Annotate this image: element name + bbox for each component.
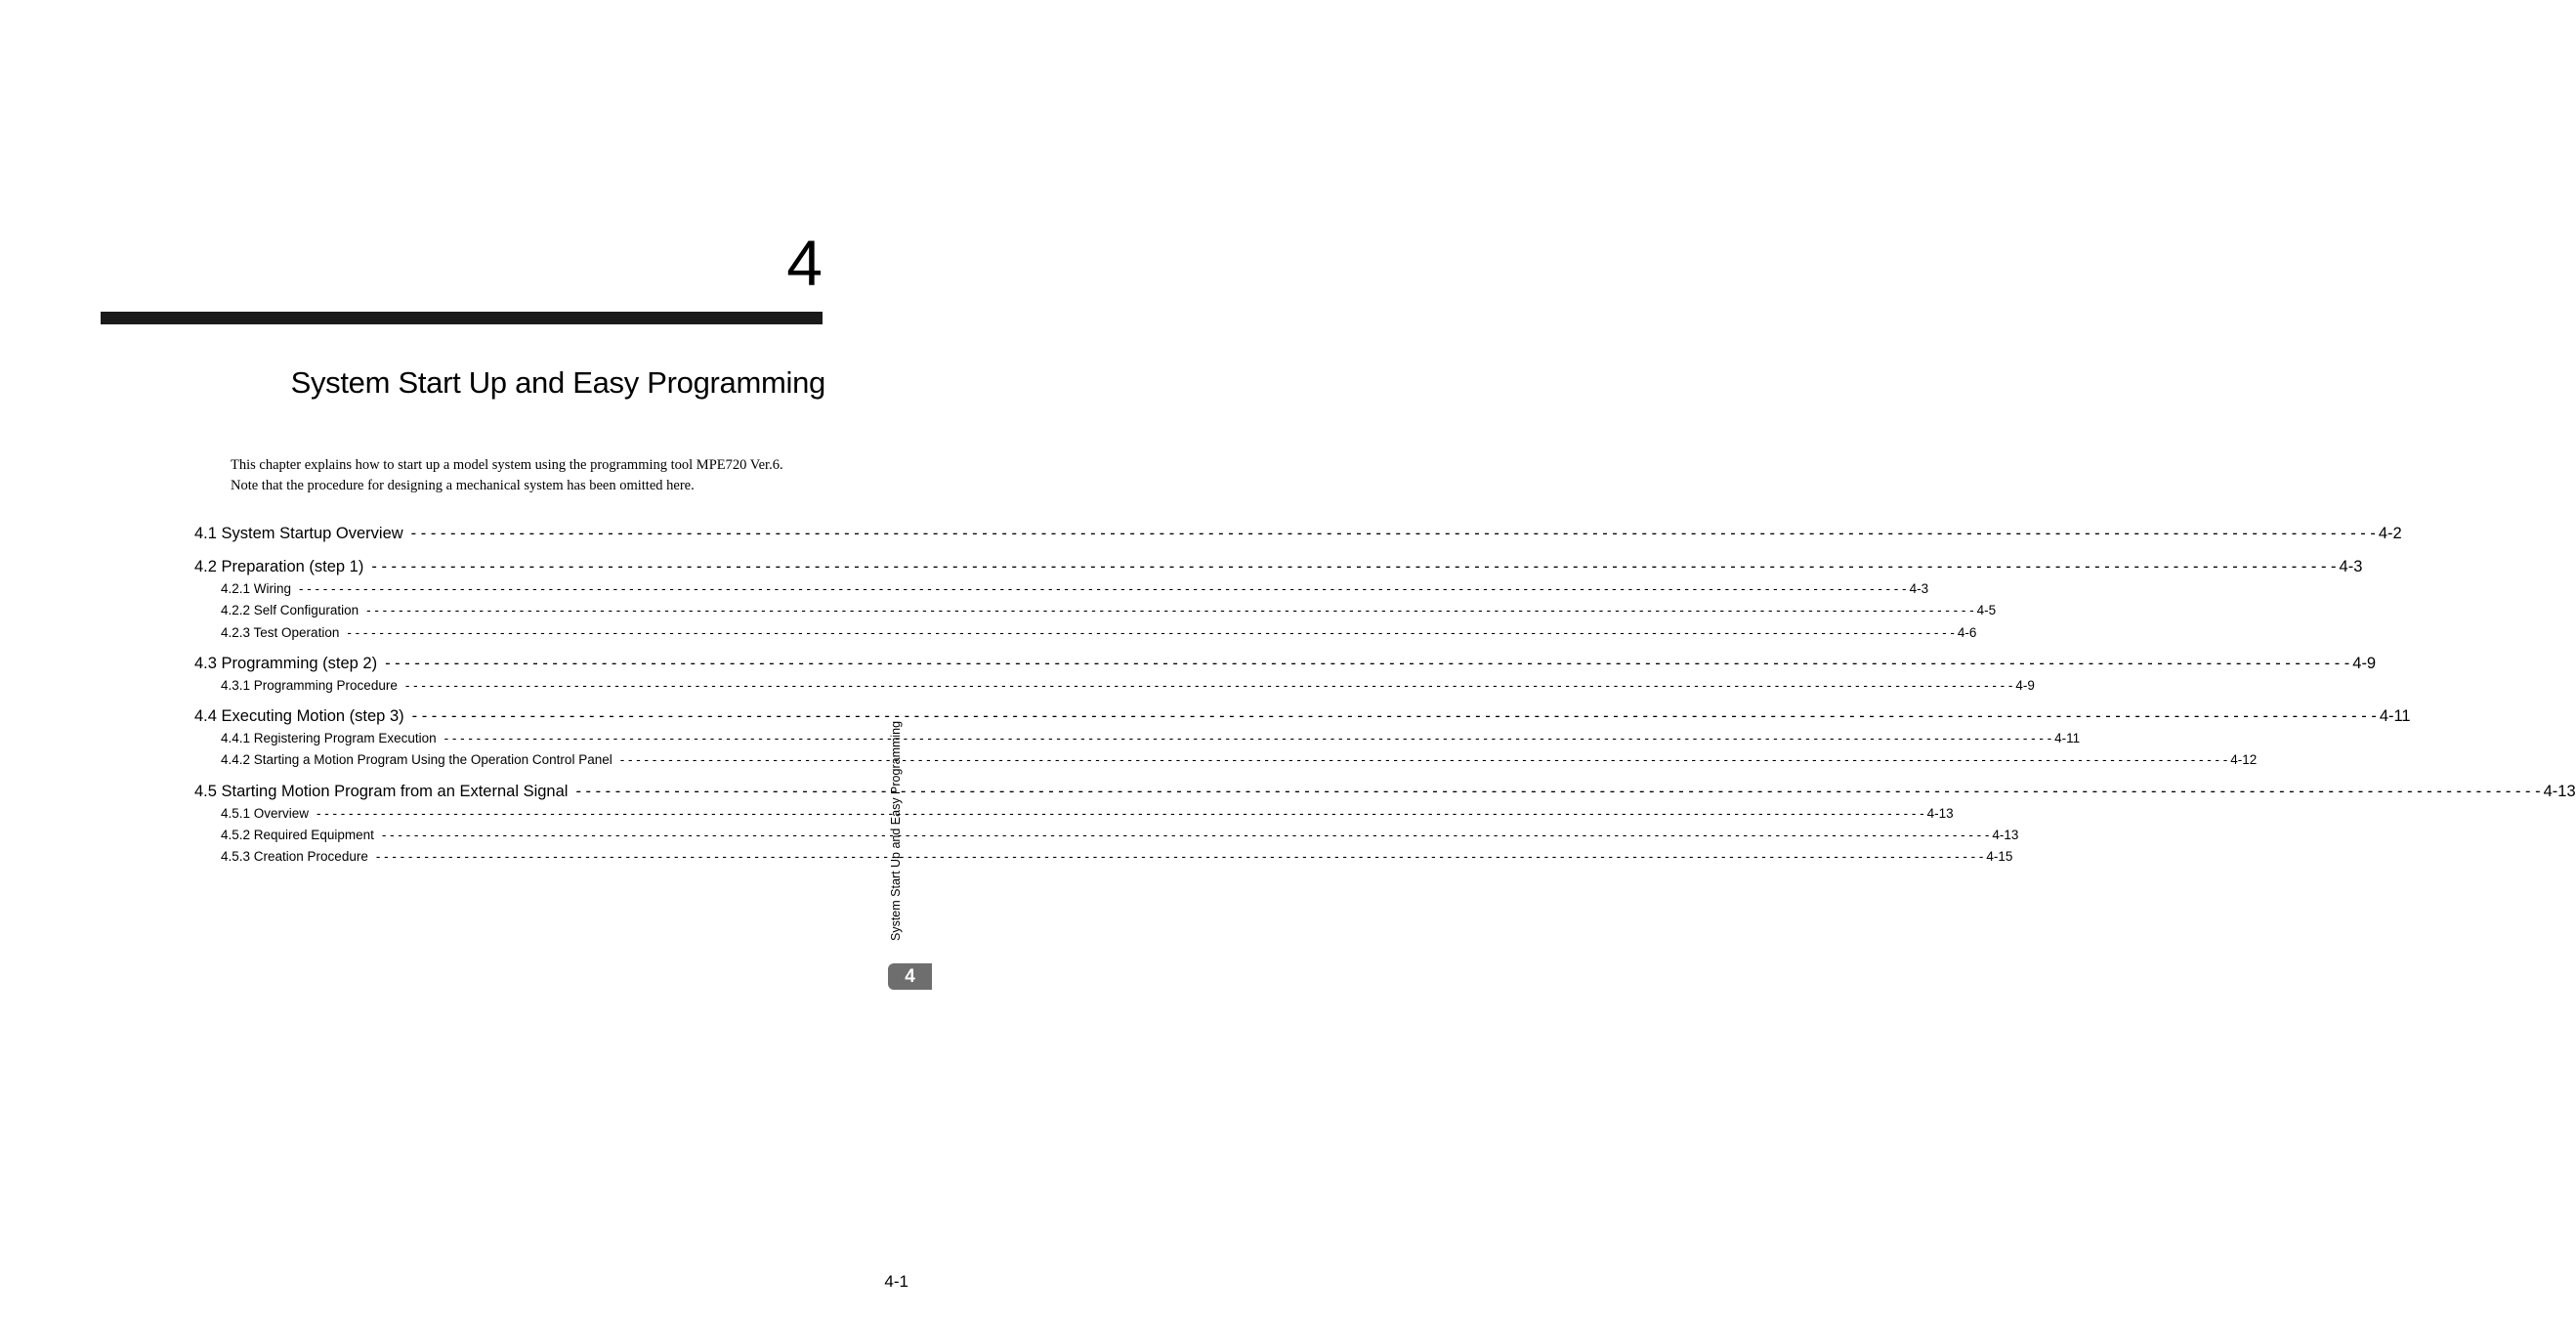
toc-entry: [194, 780, 2576, 803]
toc-entry-title: 4.2.1 Wiring: [221, 581, 292, 596]
toc-entry-page: 4-2: [2378, 525, 2402, 542]
intro-text: [231, 455, 836, 496]
toc-entry-title: 4.3 Programming (step 2): [194, 654, 378, 672]
toc-entry: [194, 803, 1954, 825]
toc-leader-dots: - - - - - - - - - - - - - - - - - - - - - - - - - - - - - - - - - - - - - - - - - - - - - - - - - - - - - - - - - - - - - - - - - - - - - - - - - - - - - - - - - - - - - - - - - - - - - - - - - - - - - - - - - - - - - - - - - - - - - - - - - - - - - - - - - - - - - - - - - - - - - - - - - - - - - - - - - - - - - - - - - - - - - - - - - - - - - - - - - - - - - - - - - - - - - - - - - - - - - - - -: [375, 849, 1984, 865]
toc-entry-title: 4.4.1 Registering Program Execution: [221, 731, 437, 746]
toc-entry: [194, 622, 1977, 644]
toc-leader-dots: - - - - - - - - - - - - - - - - - - - - - - - - - - - - - - - - - - - - - - - - - - - - - - - - - - - - - - - - - - - - - - - - - - - - - - - - - - - - - - - - - - - - - - - - - - - - - - - - - - - - - - - - - - - - - - - - - - - - - - - - - - - - - - - - - - - - - - - - - - - - - - - - - - - - - - - - - - - - - - - - - - - - - - - - - - - - - - - - - - - - - - - - - - - - - - - - - - - - - - - -: [385, 654, 2350, 672]
toc-entry-title: 4.4 Executing Motion (step 3): [194, 707, 404, 726]
toc-entry-page: 4-13: [2543, 782, 2576, 800]
toc-entry-page: 4-3: [1909, 581, 1929, 596]
toc-entry-title: 4.4.2 Starting a Motion Program Using the Operation Control Panel: [221, 752, 612, 768]
toc-entry-page: 4-11: [2379, 707, 2411, 726]
toc-entry: [194, 555, 2363, 578]
page-number: 4-1: [884, 1272, 908, 1291]
toc-entry-page: 4-5: [1976, 603, 1997, 618]
toc-entry-page: 4-13: [1926, 805, 1954, 821]
toc-entry-title: 4.3.1 Programming Procedure: [221, 677, 398, 693]
toc-leader-dots: - - - - - - - - - - - - - - - - - - - - - - - - - - - - - - - - - - - - - - - - - - - - - - - - - - - - - - - - - - - - - - - - - - - - - - - - - - - - - - - - - - - - - - - - - - - - - - - - - - - - - - - - - - - - - - - - - - - - - - - - - - - - - - - - - - - - - - - - - - - - - - - - - - - - - - - - - - - - - - - - - - - - - - - - - - - - - - - - - - - - - - - - - - - - - - - - - - - - - - - -: [404, 677, 2013, 693]
toc-entry-page: 4-15: [1986, 849, 2013, 865]
toc-leader-dots: - - - - - - - - - - - - - - - - - - - - - - - - - - - - - - - - - - - - - - - - - - - - - - - - - - - - - - - - - - - - - - - - - - - - - - - - - - - - - - - - - - - - - - - - - - - - - - - - - - - - - - - - - - - - - - - - - - - - - - - - - - - - - - - - - - - - - - - - - - - - - - - - - - - - - - - - - - - - - - - - - - - - - - - - - - - - - - - - - - - - - - - - - - - - - - - - - - - - - - - -: [366, 603, 1974, 618]
toc-entry-title: 4.5.1 Overview: [221, 805, 310, 821]
chapter-number: 4: [786, 227, 823, 299]
side-tab-label: System Start Up and Easy Programming: [889, 720, 903, 941]
side-tab-chapter: 4: [888, 963, 932, 990]
toc-leader-dots: - - - - - - - - - - - - - - - - - - - - - - - - - - - - - - - - - - - - - - - - - - - - - - - - - - - - - - - - - - - - - - - - - - - - - - - - - - - - - - - - - - - - - - - - - - - - - - - - - - - - - - - - - - - - - - - - - - - - - - - - - - - - - - - - - - - - - - - - - - - - - - - - - - - - - - - - - - - - - - - - - - - - - - - - - - - - - - - - - - - - - - - - - - - - - - - - - - - - - - - -: [371, 558, 2337, 575]
toc-entry-title: 4.2.2 Self Configuration: [221, 603, 359, 618]
toc-entry-title: 4.1 System Startup Overview: [194, 525, 403, 542]
toc-entry: [194, 846, 2013, 868]
toc-leader-dots: - - - - - - - - - - - - - - - - - - - - - - - - - - - - - - - - - - - - - - - - - - - - - - - - - - - - - - - - - - - - - - - - - - - - - - - - - - - - - - - - - - - - - - - - - - - - - - - - - - - - - - - - - - - - - - - - - - - - - - - - - - - - - - - - - - - - - - - - - - - - - - - - - - - - - - - - - - - - - - - - - - - - - - - - - - - - - - - - - - - - - - - - - - - - - - - - - - - - - - - -: [410, 525, 2376, 542]
chapter-title: System Start Up and Easy Programming: [290, 364, 825, 400]
toc-entry: [194, 704, 2411, 728]
toc-entry-title: 4.5.3 Creation Procedure: [221, 849, 368, 865]
toc-entry-page: 4-6: [1957, 624, 1977, 640]
toc-leader-dots: - - - - - - - - - - - - - - - - - - - - - - - - - - - - - - - - - - - - - - - - - - - - - - - - - - - - - - - - - - - - - - - - - - - - - - - - - - - - - - - - - - - - - - - - - - - - - - - - - - - - - - - - - - - - - - - - - - - - - - - - - - - - - - - - - - - - - - - - - - - - - - - - - - - - - - - - - - - - - - - - - - - - - - - - - - - - - - - - - - - - - - - - - - - - - - - - - - - - - - - -: [619, 752, 2228, 768]
toc-entry-title: 4.2.3 Test Operation: [221, 624, 340, 640]
toc-leader-dots: - - - - - - - - - - - - - - - - - - - - - - - - - - - - - - - - - - - - - - - - - - - - - - - - - - - - - - - - - - - - - - - - - - - - - - - - - - - - - - - - - - - - - - - - - - - - - - - - - - - - - - - - - - - - - - - - - - - - - - - - - - - - - - - - - - - - - - - - - - - - - - - - - - - - - - - - - - - - - - - - - - - - - - - - - - - - - - - - - - - - - - - - - - - - - - - - - - - - - - - -: [575, 782, 2541, 800]
chapter-rule: [101, 312, 823, 324]
toc-entry: [194, 522, 2402, 545]
toc-entry: [194, 728, 2081, 749]
toc-entry: [194, 749, 2258, 771]
toc-entry-page: 4-9: [2015, 677, 2035, 693]
toc-leader-dots: - - - - - - - - - - - - - - - - - - - - - - - - - - - - - - - - - - - - - - - - - - - - - - - - - - - - - - - - - - - - - - - - - - - - - - - - - - - - - - - - - - - - - - - - - - - - - - - - - - - - - - - - - - - - - - - - - - - - - - - - - - - - - - - - - - - - - - - - - - - - - - - - - - - - - - - - - - - - - - - - - - - - - - - - - - - - - - - - - - - - - - - - - - - - - - - - - - - - - - - -: [443, 731, 2052, 746]
toc-leader-dots: - - - - - - - - - - - - - - - - - - - - - - - - - - - - - - - - - - - - - - - - - - - - - - - - - - - - - - - - - - - - - - - - - - - - - - - - - - - - - - - - - - - - - - - - - - - - - - - - - - - - - - - - - - - - - - - - - - - - - - - - - - - - - - - - - - - - - - - - - - - - - - - - - - - - - - - - - - - - - - - - - - - - - - - - - - - - - - - - - - - - - - - - - - - - - - - - - - - - - - - -: [347, 624, 1955, 640]
toc-leader-dots: - - - - - - - - - - - - - - - - - - - - - - - - - - - - - - - - - - - - - - - - - - - - - - - - - - - - - - - - - - - - - - - - - - - - - - - - - - - - - - - - - - - - - - - - - - - - - - - - - - - - - - - - - - - - - - - - - - - - - - - - - - - - - - - - - - - - - - - - - - - - - - - - - - - - - - - - - - - - - - - - - - - - - - - - - - - - - - - - - - - - - - - - - - - - - - - - - - - - - - - -: [381, 828, 1990, 843]
toc-entry: [194, 675, 2035, 697]
toc-entry-title: 4.5 Starting Motion Program from an External Signal: [194, 782, 569, 800]
intro-line-1: This chapter explains how to start up a model system using the programming tool MPE720 Ver.6.: [231, 457, 783, 473]
toc-entry-page: 4-13: [1992, 828, 2019, 843]
toc-entry-page: 4-3: [2339, 558, 2363, 575]
toc-entry-page: 4-12: [2230, 752, 2258, 768]
toc-leader-dots: - - - - - - - - - - - - - - - - - - - - - - - - - - - - - - - - - - - - - - - - - - - - - - - - - - - - - - - - - - - - - - - - - - - - - - - - - - - - - - - - - - - - - - - - - - - - - - - - - - - - - - - - - - - - - - - - - - - - - - - - - - - - - - - - - - - - - - - - - - - - - - - - - - - - - - - - - - - - - - - - - - - - - - - - - - - - - - - - - - - - - - - - - - - - - - - - - - - - - - - -: [411, 707, 2377, 726]
toc-leader-dots: - - - - - - - - - - - - - - - - - - - - - - - - - - - - - - - - - - - - - - - - - - - - - - - - - - - - - - - - - - - - - - - - - - - - - - - - - - - - - - - - - - - - - - - - - - - - - - - - - - - - - - - - - - - - - - - - - - - - - - - - - - - - - - - - - - - - - - - - - - - - - - - - - - - - - - - - - - - - - - - - - - - - - - - - - - - - - - - - - - - - - - - - - - - - - - - - - - - - - - - -: [317, 805, 1924, 821]
toc-leader-dots: - - - - - - - - - - - - - - - - - - - - - - - - - - - - - - - - - - - - - - - - - - - - - - - - - - - - - - - - - - - - - - - - - - - - - - - - - - - - - - - - - - - - - - - - - - - - - - - - - - - - - - - - - - - - - - - - - - - - - - - - - - - - - - - - - - - - - - - - - - - - - - - - - - - - - - - - - - - - - - - - - - - - - - - - - - - - - - - - - - - - - - - - - - - - - - - - - - - - - - - -: [299, 581, 1907, 596]
toc-entry: [194, 600, 1997, 621]
toc-entry: [194, 652, 2377, 675]
toc-entry-title: 4.5.2 Required Equipment: [221, 828, 374, 843]
toc-entry: [194, 578, 1929, 600]
intro-line-2: Note that the procedure for designing a mechanical system has been omitted here.: [231, 478, 695, 493]
toc-entry-page: 4-9: [2352, 654, 2377, 672]
toc-entry-title: 4.2 Preparation (step 1): [194, 558, 364, 575]
toc-entry-page: 4-11: [2054, 731, 2081, 746]
toc-entry: [194, 825, 2019, 846]
